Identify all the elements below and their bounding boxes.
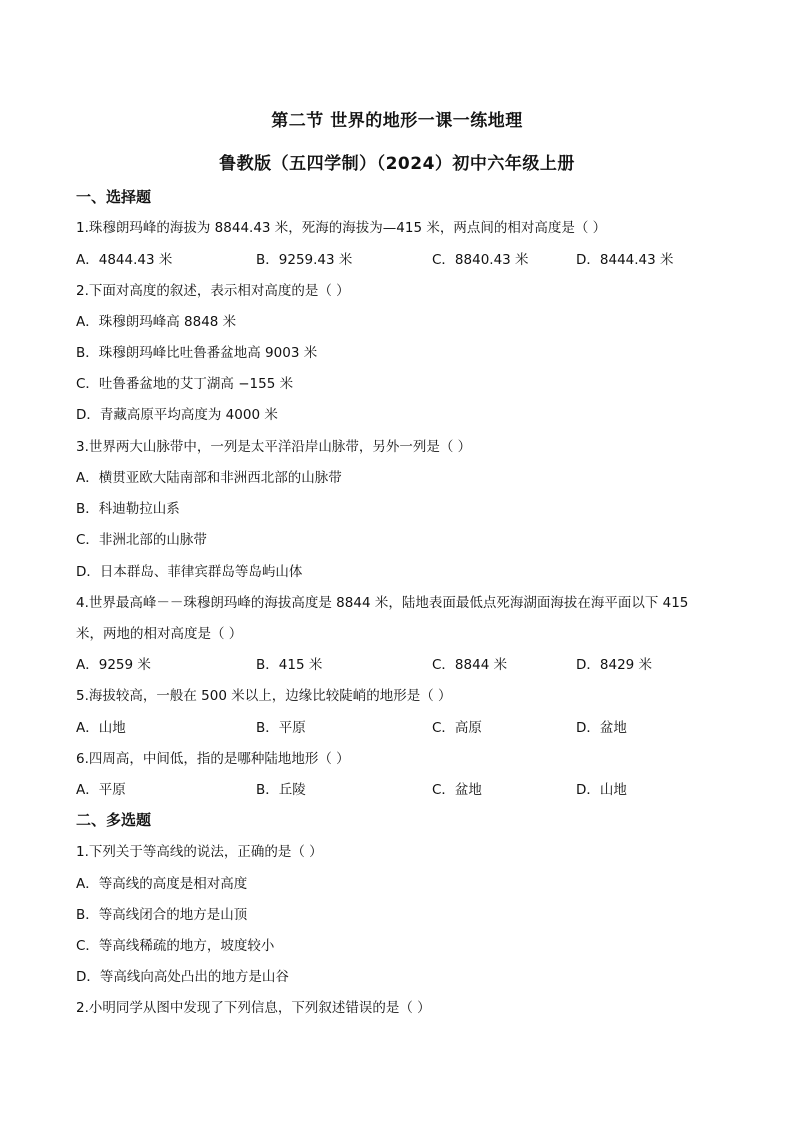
question-3-option-a: A．横贯亚欧大陆南部和非洲西北部的山脉带 [76,470,342,486]
question-3-option-d: D．日本群岛、菲律宾群岛等岛屿山体 [76,564,303,580]
question-5-option-b: B．平原 [256,720,306,736]
question-3-stem: 3.世界两大山脉带中，一列是太平洋沿岸山脉带，另外一列是（ ） [76,439,472,455]
question-6-option-a: A．平原 [76,782,126,798]
question-1-option-b: B．9259.43 米 [256,252,353,268]
question-2-stem: 2.下面对高度的叙述，表示相对高度的是（ ） [76,283,350,299]
question-5-option-d: D．盆地 [576,720,627,736]
document-subtitle: 鲁教版（五四学制）（2024）初中六年级上册 [219,154,575,174]
question-1-option-c: C．8840.43 米 [432,252,529,268]
question-5-option-c: C．高原 [432,720,482,736]
question-4-option-d: D．8429 米 [576,657,653,673]
multi-question-1-option-b: B．等高线闭合的地方是山顶 [76,907,248,923]
question-3-option-c: C．非洲北部的山脉带 [76,532,207,548]
multi-question-2-stem: 2.小明同学从图中发现了下列信息，下列叙述错误的是（ ） [76,1000,431,1016]
question-4-option-c: C．8844 米 [432,657,508,673]
question-5-stem: 5.海拔较高，一般在 500 米以上，边缘比较陡峭的地形是（ ） [76,688,452,704]
question-4-option-b: B．415 米 [256,657,323,673]
document-title: 第二节 世界的地形一课一练地理 [271,111,523,131]
question-2-option-b: B．珠穆朗玛峰比吐鲁番盆地高 9003 米 [76,345,318,361]
question-6-option-d: D．山地 [576,782,627,798]
question-6-stem: 6.四周高，中间低，指的是哪种陆地地形（ ） [76,751,350,767]
question-4-stem-line1: 4.世界最高峰－－珠穆朗玛峰的海拔高度是 8844 米，陆地表面最低点死海湖面海拔在海平面以下 415 [76,595,689,611]
question-3-option-b: B．科迪勒拉山系 [76,501,180,517]
question-2-option-a: A．珠穆朗玛峰高 8848 米 [76,314,237,330]
question-2-option-c: C．吐鲁番盆地的艾丁湖高 −155 米 [76,376,294,392]
question-4-stem-line2: 米，两地的相对高度是（ ） [76,626,243,642]
multi-question-1-option-d: D．等高线向高处凸出的地方是山谷 [76,969,289,985]
question-1-option-a: A．4844.43 米 [76,252,173,268]
section-heading-multiple-choice: 二、多选题 [76,811,152,829]
question-4-option-a: A．9259 米 [76,657,151,673]
multi-question-1-stem: 1.下列关于等高线的说法，正确的是（ ） [76,844,323,860]
multi-question-1-option-c: C．等高线稀疏的地方，坡度较小 [76,938,275,954]
question-1-option-d: D．8444.43 米 [576,252,674,268]
question-6-option-b: B．丘陵 [256,782,306,798]
question-1-stem: 1.珠穆朗玛峰的海拔为 8844.43 米，死海的海拔为—415 米，两点间的相对高度是（ ） [76,220,607,236]
multi-question-1-option-a: A．等高线的高度是相对高度 [76,876,248,892]
question-2-option-d: D．青藏高原平均高度为 4000 米 [76,407,278,423]
section-heading-single-choice: 一、选择题 [76,188,152,206]
question-6-option-c: C．盆地 [432,782,482,798]
question-5-option-a: A．山地 [76,720,126,736]
